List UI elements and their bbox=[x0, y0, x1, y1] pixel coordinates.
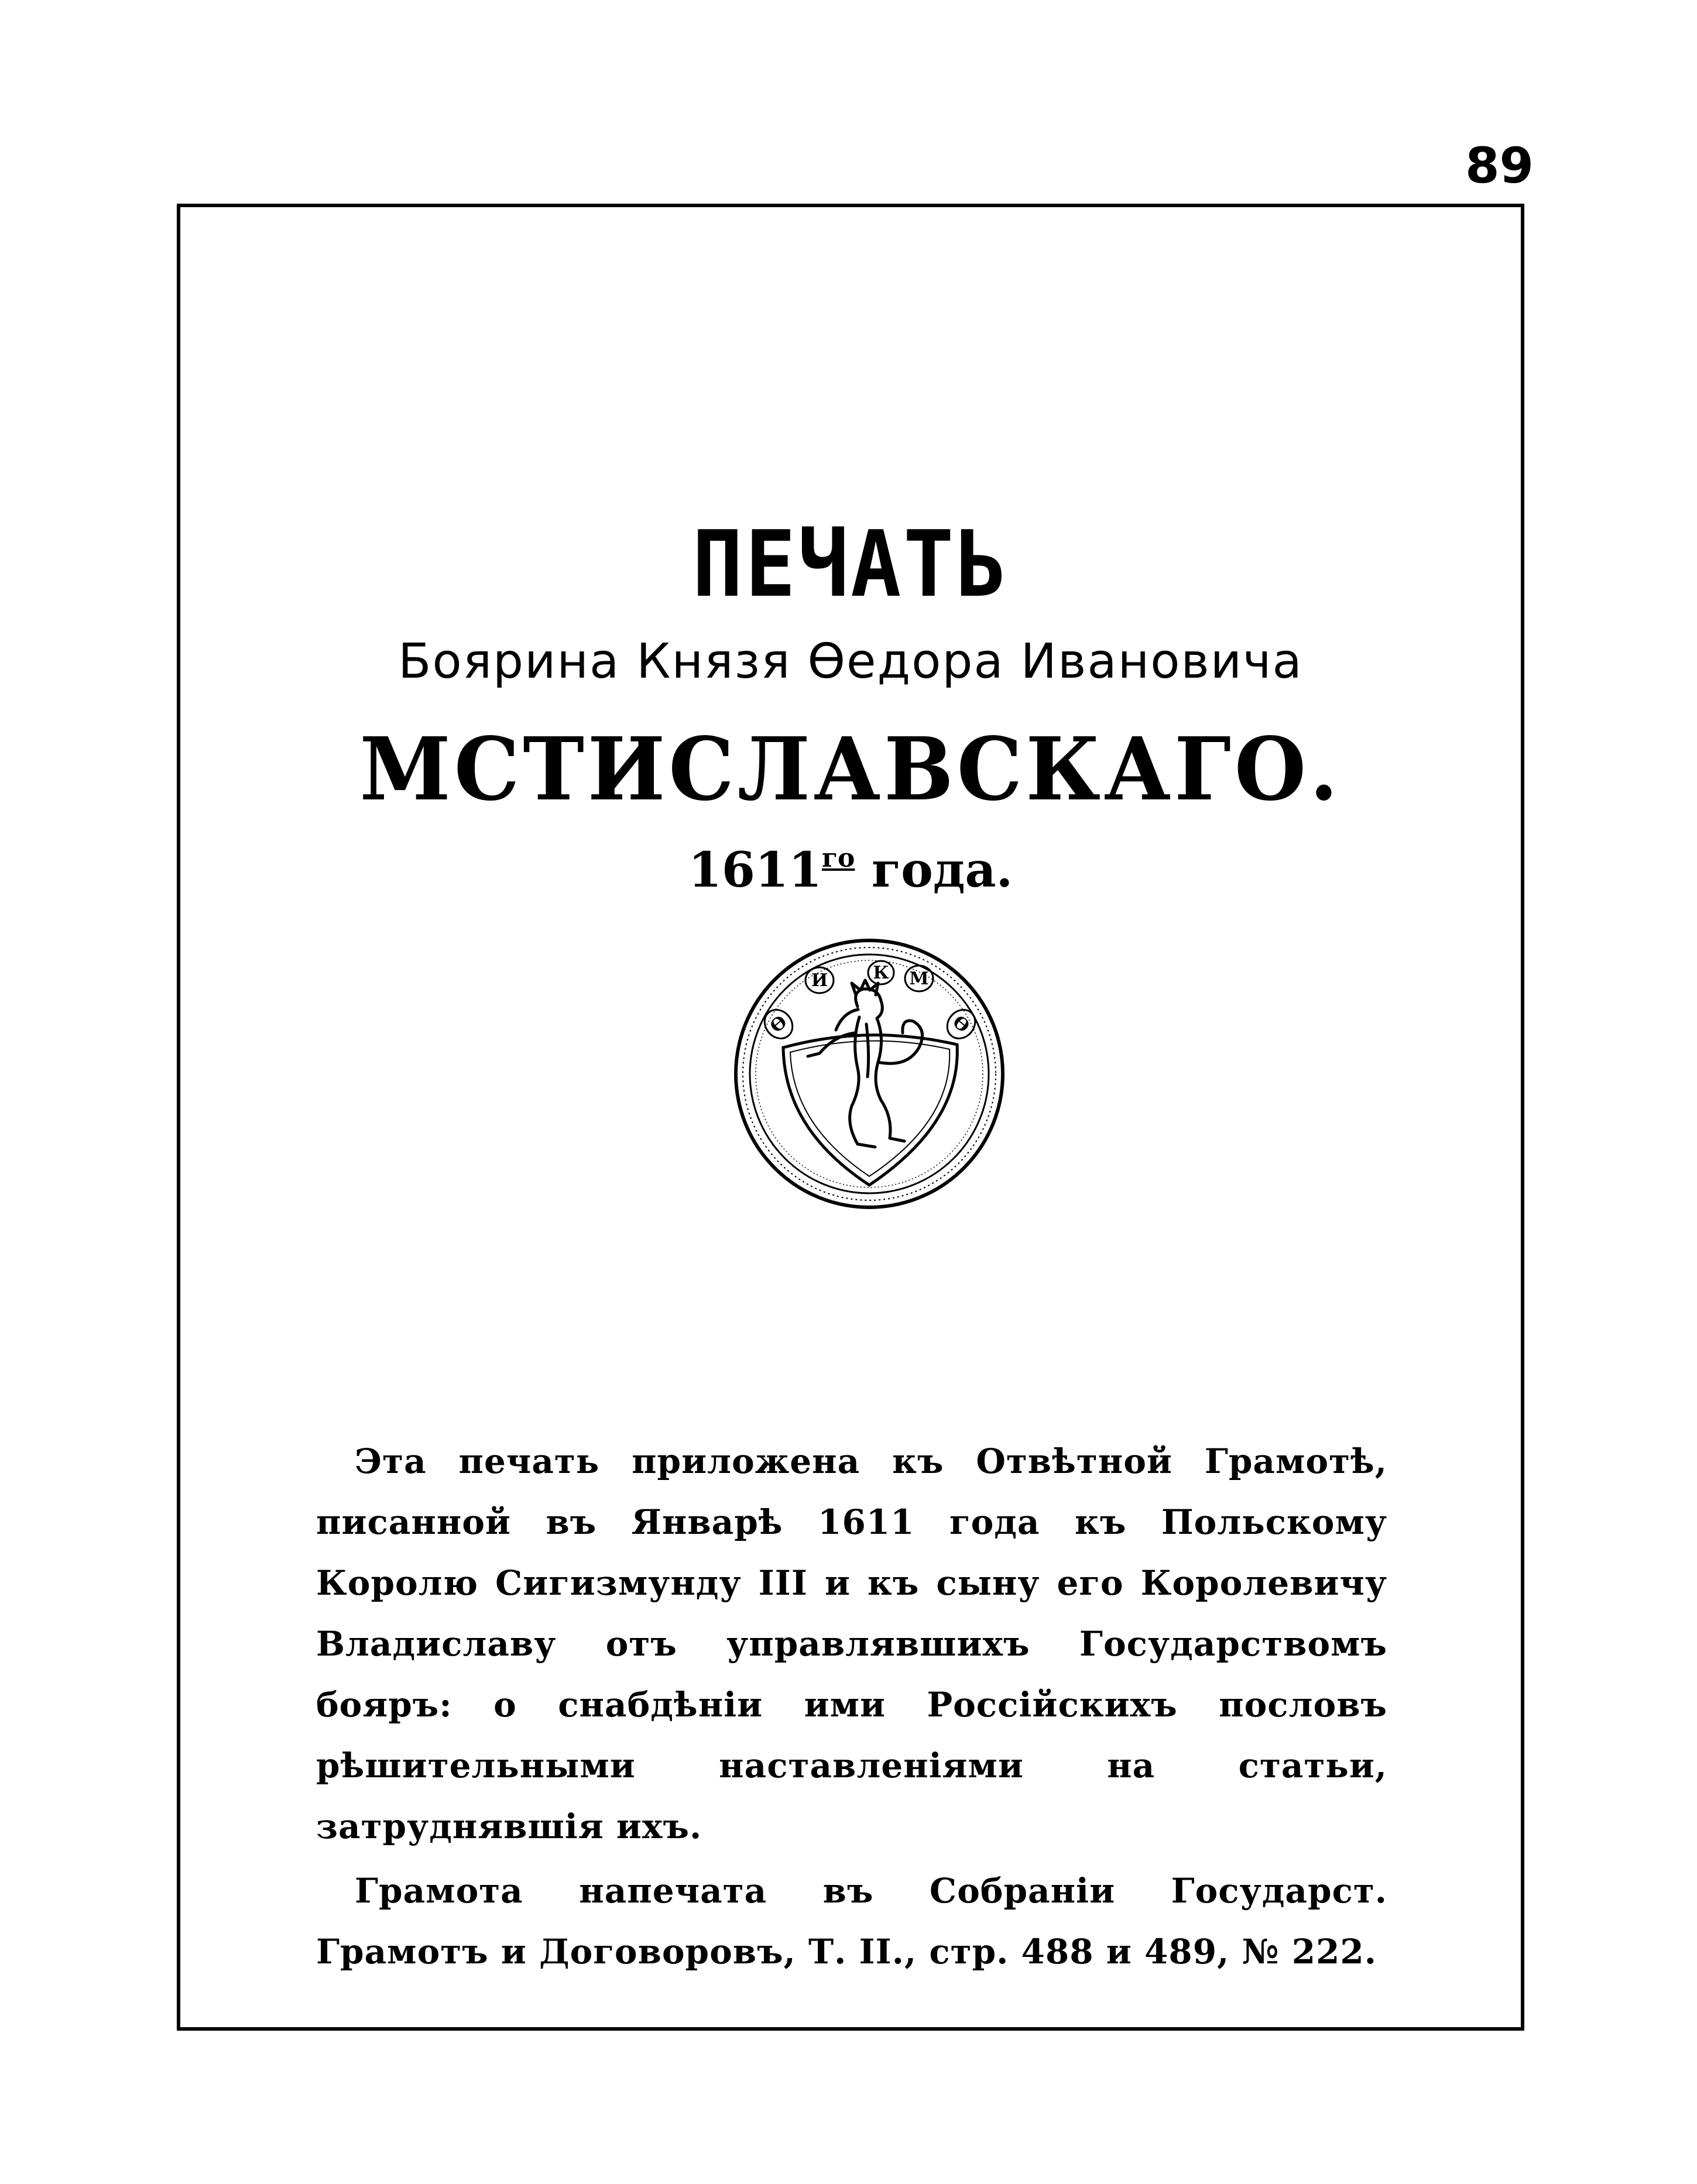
family-name: МСТИСЛАВСКАГО. bbox=[359, 718, 1342, 820]
year-word: года. bbox=[855, 842, 1013, 898]
lion-seal-icon bbox=[732, 936, 1007, 1211]
svg-text:М: М bbox=[909, 969, 929, 989]
svg-text:К: К bbox=[873, 963, 889, 983]
seal-letters bbox=[766, 963, 973, 1037]
subtitle: Боярина Князя Ѳедора Ивановича bbox=[398, 634, 1303, 689]
description bbox=[316, 1431, 1387, 1982]
svg-text:Ѳ: Ѳ bbox=[766, 1011, 791, 1038]
svg-text:Ѳ: Ѳ bbox=[948, 1011, 973, 1038]
year-line bbox=[180, 826, 1521, 898]
page-number: 89 bbox=[1465, 137, 1534, 194]
year: 1611 bbox=[688, 842, 822, 898]
page-title: ПЕЧАТЬ bbox=[692, 511, 1009, 617]
svg-text:И: И bbox=[811, 970, 828, 991]
paragraph-source: Грамота напечата въ Собраніи Государст. Грамотъ и Договоровъ, Т. II., стр. 488 и 489, № 222. bbox=[316, 1871, 1387, 1972]
year-suffix: го bbox=[822, 843, 855, 873]
paragraph-description: Эта печать приложена къ Отвѣтной Грамотѣ, писанной въ Январѣ 1611 года къ Польскому Королю Сигизмунду III и къ сыну его Королевичу Владиславу отъ управлявшихъ Государствомъ бояръ: о снабдѣніи ими Россійскихъ пословъ рѣшительными наставленіями на статьи, затруднявшія ихъ. bbox=[316, 1441, 1387, 1846]
